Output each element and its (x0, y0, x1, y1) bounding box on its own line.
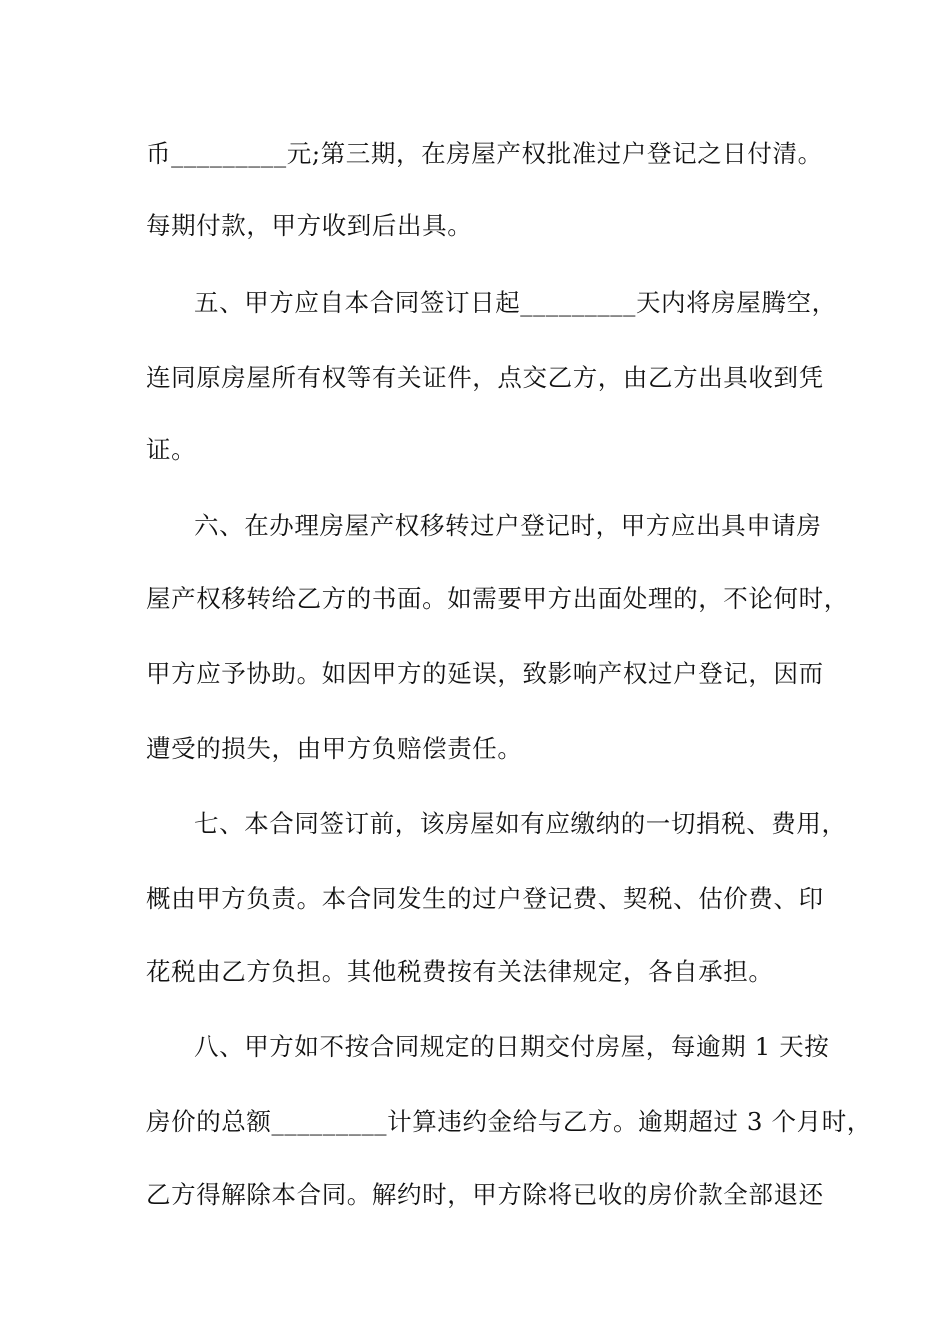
text-line: 概由甲方负责。本合同发生的过户登记费、契税、估价费、印 (146, 884, 824, 913)
text-line: 连同原房屋所有权等有关证件，点交乙方，由乙方出具收到凭 (146, 363, 824, 392)
text-line: 证。 (146, 435, 197, 464)
text-line: 屋产权移转给乙方的书面。如需要甲方出面处理的，不论何时， (146, 584, 849, 613)
text-line: 房价的总额_________计算违约金给与乙方。逾期超过 3 个月时， (146, 1107, 872, 1136)
paragraph-eight-start: 八、甲方如不按合同规定的日期交付房屋，每逾期 1 天按 (194, 1032, 830, 1061)
text-line: 甲方应予协助。如因甲方的延误，致影响产权过户登记，因而 (146, 659, 824, 688)
text-line: 币_________元;第三期，在房屋产权批准过户登记之日付清。 (146, 139, 823, 168)
text-line: 每期付款，甲方收到后出具。 (146, 211, 473, 240)
text-line: 乙方得解除本合同。解约时，甲方除将已收的房价款全部退还 (146, 1180, 824, 1209)
text-line: 花税由乙方负担。其他税费按有关法律规定，各自承担。 (146, 957, 774, 986)
paragraph-seven-start: 七、本合同签订前，该房屋如有应缴纳的一切捐税、费用， (194, 809, 847, 838)
paragraph-six-start: 六、在办理房屋产权移转过户登记时，甲方应出具申请房 (194, 511, 822, 540)
paragraph-five-start: 五、甲方应自本合同签订日起_________天内将房屋腾空， (194, 288, 837, 317)
text-line: 遭受的损失，由甲方负赔偿责任。 (146, 734, 523, 763)
